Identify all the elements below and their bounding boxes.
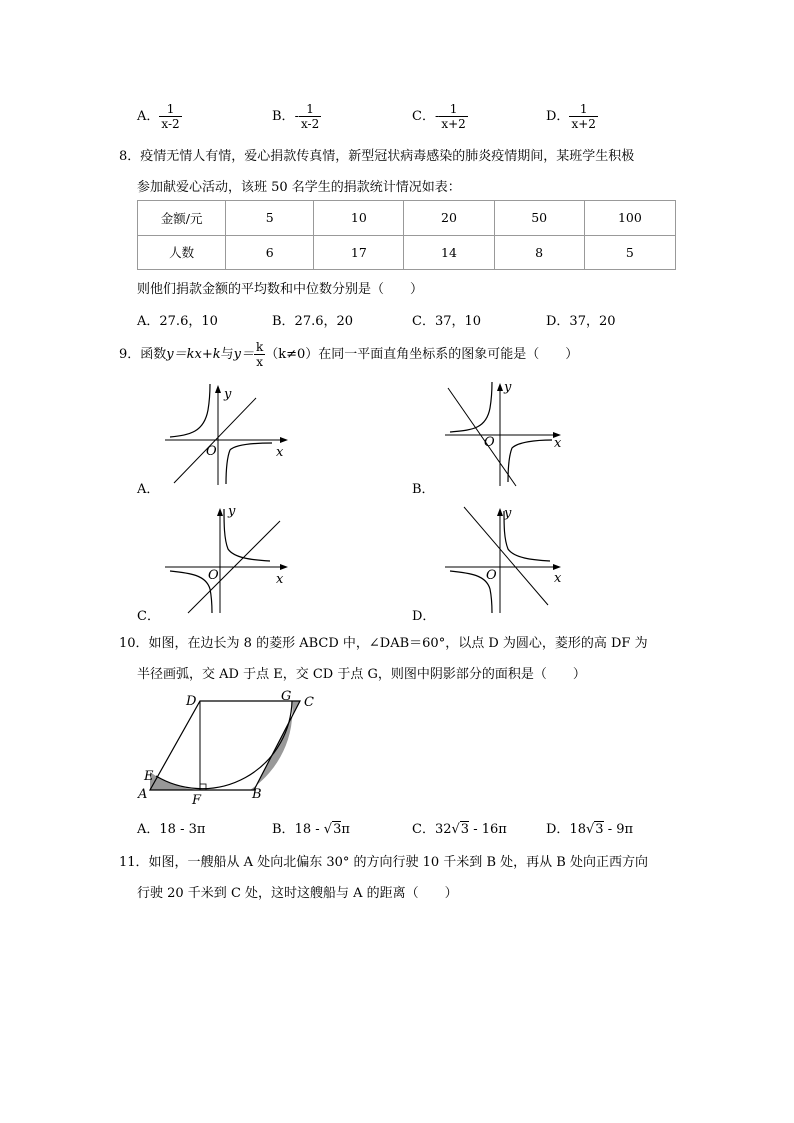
svg-text:x: x [276,445,284,460]
q7-option-c[interactable]: C．- $\frac{1}{x+2}$ [412,102,466,131]
svg-text:O: O [486,568,497,583]
svg-text:x: x [554,436,562,451]
svg-text:D: D [186,694,197,709]
q10-option-d[interactable]: D．18√3 - 9π [546,822,634,837]
q10-option-b[interactable]: B．18 - √3π [272,822,350,837]
q9-option-b[interactable]: B． [412,482,435,497]
q9-option-c[interactable]: C． [137,609,160,624]
q8-option-c[interactable]: C．37，10 [412,314,482,329]
q9-graph-a[interactable] [160,380,295,490]
q7-c-fraction: $\frac{1}{x+2}$ [441,102,466,131]
q9-option-d[interactable]: D． [412,609,436,624]
q9-graph-c[interactable] [160,503,295,615]
table-row: 人数 6 17 14 8 5 [138,235,676,270]
q7-option-a[interactable]: A． $\frac{1}{x-2}$ [137,102,180,131]
q10-rhombus-figure [136,688,326,808]
svg-text:B: B [252,787,262,802]
q10-stem-line2: 半径画弧，交 AD 于点 E，交 CD 于点 G，则图中阴影部分的面积是（ ） [137,667,586,682]
svg-text:F: F [192,793,202,808]
svg-text:y: y [224,387,232,402]
q8-stem-line2: 参加献爱心活动，该班 50 名学生的捐款统计情况如表： [137,180,461,195]
svg-text:x: x [276,572,284,587]
q8-table [137,200,676,270]
q9-graph-b[interactable] [440,378,570,490]
q7-a-fraction: $\frac{1}{x-2}$ [161,102,180,131]
q8-question: 则他们捐款金额的平均数和中位数分别是（ ） [137,282,424,297]
svg-text:O: O [484,435,495,450]
table-row: 金额/元 5 10 20 50 100 [138,201,676,236]
svg-text:x: x [554,571,562,586]
svg-text:y: y [504,506,512,521]
q11-stem-line2: 行驶 20 千米到 C 处，这时这艘船与 A 的距离（ ） [137,886,458,901]
q10-stem-line1: 10．如图，在边长为 8 的菱形 ABCD 中，∠DAB＝60°，以点 D 为圆心，菱形的高 DF 为 [119,636,648,651]
q8-stem-line1: 8．疫情无情人有情，爱心捐款传真情，新型冠状病毒感染的肺炎疫情期间，某班学生积极 [119,149,635,164]
q7-b-fraction: $\frac{1}{x-2}$ [300,102,320,131]
q8-option-d[interactable]: D．37，20 [546,314,616,329]
svg-text:G: G [281,689,292,704]
q7-option-d[interactable]: D． $\frac{1}{x+2}$ [546,102,596,131]
q11-stem-line1: 11．如图，一艘船从 A 处向北偏东 30° 的方向行驶 10 千米到 B 处，再从 B 处向正西方向 [119,855,648,870]
q9-stem: 9．函数y＝kx+k与y＝ $\frac{k}{x}$ （k≠0）在同一平面直角坐标系的图象可能是（ ） [119,340,579,369]
q10-option-c[interactable]: C．32√3 - 16π [412,822,507,837]
q8-option-a[interactable]: A．27.6，10 [137,314,218,329]
svg-text:C: C [304,695,314,710]
svg-text:y: y [228,504,236,519]
svg-text:y: y [504,380,512,395]
svg-text:O: O [206,444,217,459]
q10-option-a[interactable]: A．18 - 3π [137,822,206,837]
svg-text:A: A [138,787,148,802]
svg-text:E: E [144,769,154,784]
q8-option-b[interactable]: B．27.6，20 [272,314,354,329]
q9-fraction: $\frac{k}{x}$ [255,340,264,369]
q9-graph-d[interactable] [440,503,570,615]
q9-option-a[interactable]: A． [137,482,160,497]
svg-text:O: O [208,568,219,583]
q7-d-fraction: $\frac{1}{x+2}$ [571,102,596,131]
q7-option-b[interactable]: B．- $\frac{1}{x-2}$ [272,102,320,131]
